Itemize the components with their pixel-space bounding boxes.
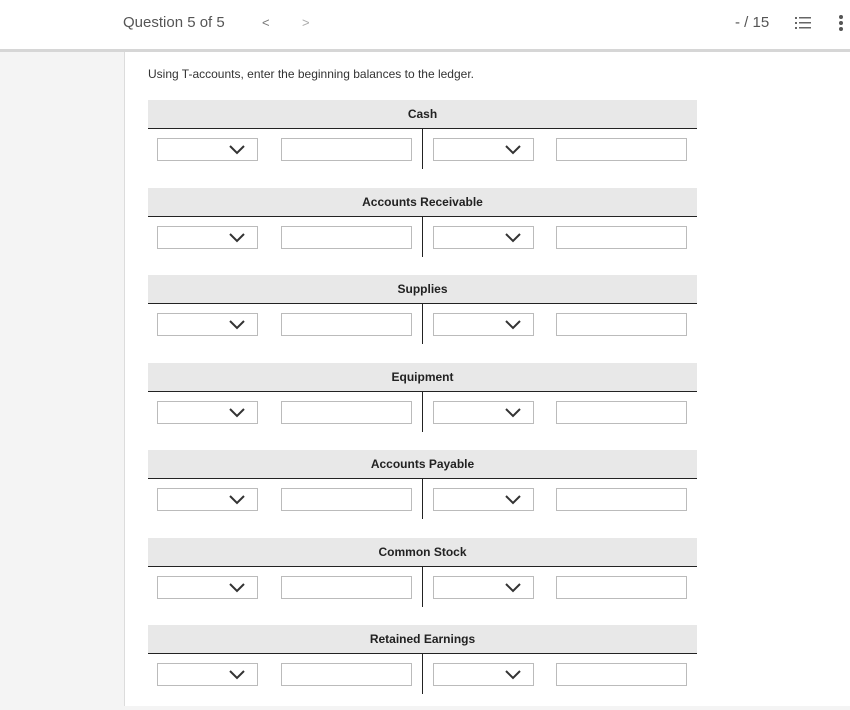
t-account-title: Equipment	[148, 363, 697, 392]
t-account-supplies	[148, 275, 697, 360]
chevron-down-icon	[505, 232, 521, 244]
more-vertical-icon[interactable]	[838, 14, 844, 32]
t-account-accounts-payable	[148, 450, 697, 535]
debit-account-dropdown[interactable]	[157, 401, 258, 424]
credit-amount-input[interactable]	[556, 576, 687, 599]
chevron-down-icon	[229, 669, 245, 681]
question-content	[125, 52, 850, 706]
instruction-text: Using T-accounts, enter the beginning balances to the ledger.	[148, 67, 474, 81]
chevron-down-icon	[229, 144, 245, 156]
debit-amount-input[interactable]	[281, 576, 412, 599]
credit-amount-input[interactable]	[556, 313, 687, 336]
t-account-title: Supplies	[148, 275, 697, 304]
debit-amount-input[interactable]	[281, 488, 412, 511]
chevron-down-icon	[505, 669, 521, 681]
t-account-title: Common Stock	[148, 538, 697, 567]
t-account-divider	[422, 392, 423, 432]
list-icon[interactable]	[795, 16, 811, 30]
chevron-down-icon	[505, 407, 521, 419]
t-account-cash	[148, 100, 697, 185]
chevron-down-icon	[229, 407, 245, 419]
debit-account-dropdown[interactable]	[157, 313, 258, 336]
credit-amount-input[interactable]	[556, 663, 687, 686]
t-account-divider	[422, 304, 423, 344]
credit-account-dropdown[interactable]	[433, 576, 534, 599]
next-question-button[interactable]: >	[302, 15, 310, 30]
question-counter: Question 5 of 5	[123, 14, 225, 31]
chevron-down-icon	[505, 582, 521, 594]
debit-account-dropdown[interactable]	[157, 226, 258, 249]
t-account-divider	[422, 479, 423, 519]
t-account-equipment	[148, 363, 697, 448]
debit-amount-input[interactable]	[281, 138, 412, 161]
t-account-common-stock	[148, 538, 697, 623]
debit-account-dropdown[interactable]	[157, 663, 258, 686]
credit-account-dropdown[interactable]	[433, 226, 534, 249]
t-account-divider	[422, 217, 423, 257]
t-account-accounts-receivable	[148, 188, 697, 273]
t-account-divider	[422, 567, 423, 607]
t-account-divider	[422, 654, 423, 694]
credit-amount-input[interactable]	[556, 138, 687, 161]
left-margin	[0, 52, 125, 706]
debit-account-dropdown[interactable]	[157, 138, 258, 161]
debit-amount-input[interactable]	[281, 313, 412, 336]
credit-amount-input[interactable]	[556, 226, 687, 249]
chevron-down-icon	[505, 494, 521, 506]
t-account-title: Retained Earnings	[148, 625, 697, 654]
t-account-title: Cash	[148, 100, 697, 129]
debit-amount-input[interactable]	[281, 401, 412, 424]
credit-amount-input[interactable]	[556, 488, 687, 511]
credit-account-dropdown[interactable]	[433, 401, 534, 424]
chevron-down-icon	[229, 582, 245, 594]
chevron-down-icon	[229, 494, 245, 506]
previous-question-button[interactable]: <	[262, 15, 270, 30]
debit-amount-input[interactable]	[281, 226, 412, 249]
t-account-divider	[422, 129, 423, 169]
chevron-down-icon	[229, 319, 245, 331]
credit-account-dropdown[interactable]	[433, 313, 534, 336]
credit-amount-input[interactable]	[556, 401, 687, 424]
debit-account-dropdown[interactable]	[157, 576, 258, 599]
chevron-down-icon	[229, 232, 245, 244]
chevron-down-icon	[505, 144, 521, 156]
debit-account-dropdown[interactable]	[157, 488, 258, 511]
chevron-down-icon	[505, 319, 521, 331]
t-account-title: Accounts Payable	[148, 450, 697, 479]
debit-amount-input[interactable]	[281, 663, 412, 686]
credit-account-dropdown[interactable]	[433, 663, 534, 686]
t-account-title: Accounts Receivable	[148, 188, 697, 217]
credit-account-dropdown[interactable]	[433, 488, 534, 511]
score-display: - / 15	[735, 14, 770, 31]
t-account-retained-earnings	[148, 625, 697, 710]
top-bar	[0, 0, 850, 52]
credit-account-dropdown[interactable]	[433, 138, 534, 161]
